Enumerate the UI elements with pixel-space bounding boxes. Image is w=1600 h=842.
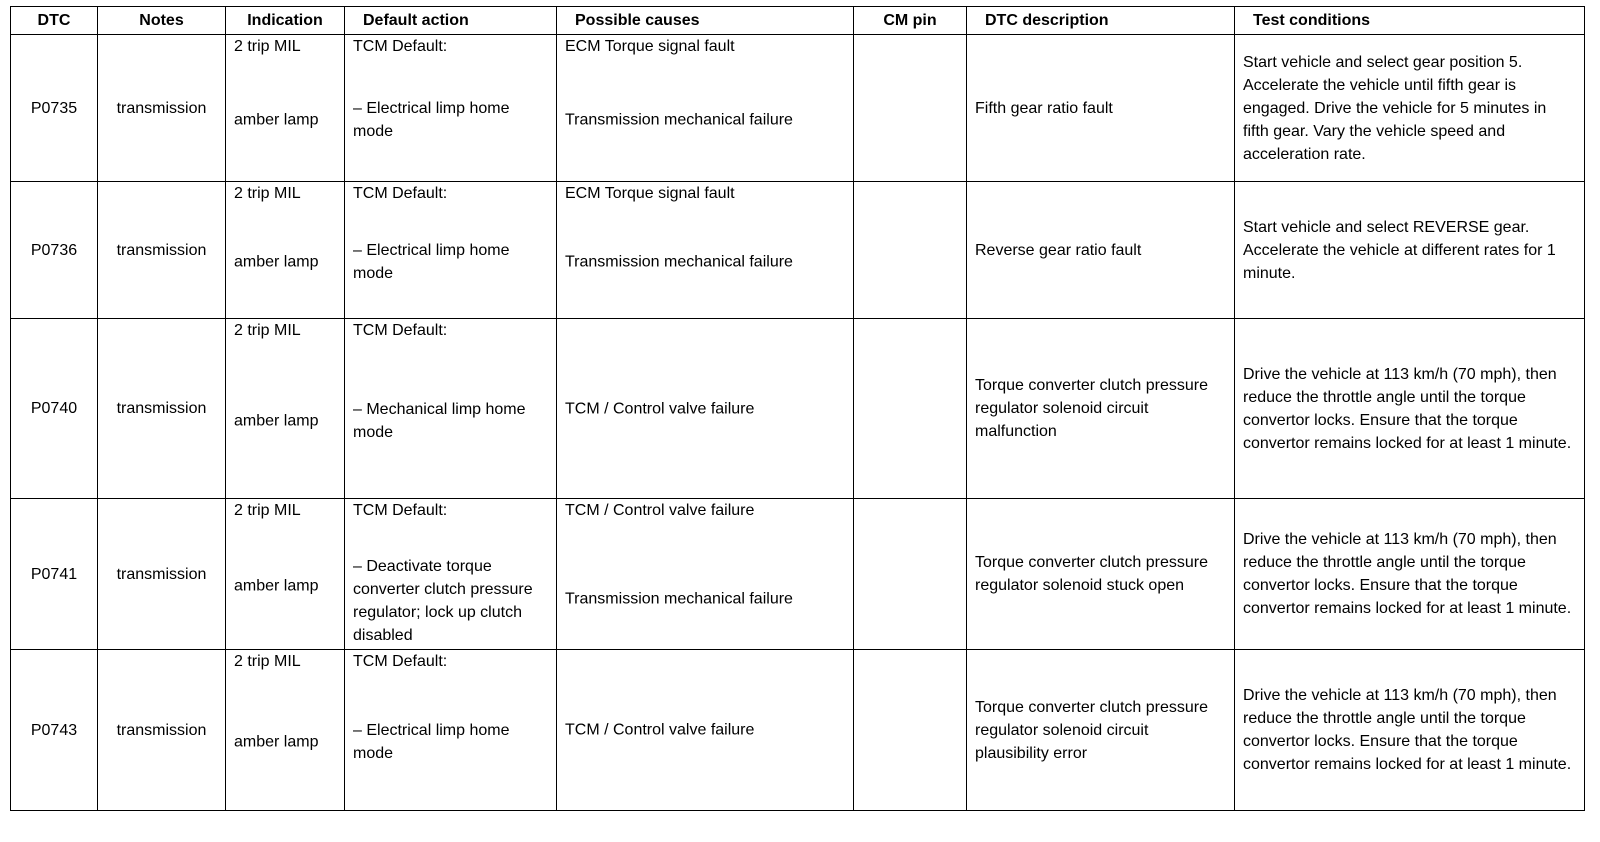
action-bottom: – Electrical limp home mode xyxy=(353,722,510,762)
indication-cell xyxy=(226,499,345,650)
cause-bottom: Transmission mechanical failure xyxy=(565,253,793,271)
dtc-description-cell: Torque converter clutch pressure regulator solenoid stuck open xyxy=(967,499,1235,650)
cause-top: ECM Torque signal fault xyxy=(565,185,735,202)
test-conditions-cell: Start vehicle and select REVERSE gear. Accelerate the vehicle at different rates for 1 minute. xyxy=(1235,182,1585,319)
header-notes: Notes xyxy=(98,7,226,35)
header-dtc-description: DTC description xyxy=(967,7,1235,35)
indication-top: 2 trip MIL xyxy=(234,502,301,519)
notes-cell: transmission xyxy=(98,35,226,182)
indication-bottom: amber lamp xyxy=(234,577,319,595)
notes-cell: transmission xyxy=(98,319,226,499)
action-bottom: – Electrical limp home mode xyxy=(353,100,510,140)
indication-bottom: amber lamp xyxy=(234,111,319,129)
table-row xyxy=(11,650,1585,811)
header-row xyxy=(11,7,1585,35)
possible-causes-cell xyxy=(557,499,854,650)
table-row xyxy=(11,35,1585,182)
dtc-code: P0741 xyxy=(11,499,98,650)
cause-top: TCM / Control valve failure xyxy=(565,502,755,519)
action-top: TCM Default: xyxy=(353,322,448,339)
action-bottom: – Mechanical limp home mode xyxy=(353,400,526,441)
default-action-cell xyxy=(345,182,557,319)
test-conditions-cell: Drive the vehicle at 113 km/h (70 mph), then reduce the throttle angle until the torque convertor locks. Ensure that the torque convertor remains locked for at least 1 minute. xyxy=(1235,650,1585,811)
cm-pin-cell xyxy=(854,650,967,811)
header-indication: Indication xyxy=(226,7,345,35)
possible-causes-cell xyxy=(557,182,854,319)
indication-cell xyxy=(226,35,345,182)
action-top: TCM Default: xyxy=(353,502,448,519)
cm-pin-cell xyxy=(854,35,967,182)
dtc-description-cell: Torque converter clutch pressure regulator solenoid circuit plausibility error xyxy=(967,650,1235,811)
cm-pin-cell xyxy=(854,319,967,499)
dtc-code: P0743 xyxy=(11,650,98,811)
possible-causes-cell xyxy=(557,319,854,499)
possible-causes-cell xyxy=(557,35,854,182)
action-bottom: – Deactivate torque converter clutch pressure regulator; lock up clutch disabled xyxy=(353,558,533,644)
table-row xyxy=(11,319,1585,499)
header-test-conditions: Test conditions xyxy=(1235,7,1585,35)
action-top: TCM Default: xyxy=(353,38,448,55)
indication-top: 2 trip MIL xyxy=(234,185,301,202)
cause-mid: TCM / Control valve failure xyxy=(565,400,755,417)
test-conditions-cell: Start vehicle and select gear position 5. Accelerate the vehicle until fifth gear is engaged. Drive the vehicle for 5 minutes in fifth gear. Vary the vehicle speed and acceleration rate. xyxy=(1235,35,1585,182)
notes-cell: transmission xyxy=(98,650,226,811)
header-cm-pin: CM pin xyxy=(854,7,967,35)
action-bottom: – Electrical limp home mode xyxy=(353,242,510,282)
cause-bottom: Transmission mechanical failure xyxy=(565,590,793,608)
cm-pin-cell xyxy=(854,182,967,319)
cause-mid: TCM / Control valve failure xyxy=(565,721,755,739)
indication-cell xyxy=(226,650,345,811)
table-row xyxy=(11,182,1585,319)
notes-cell: transmission xyxy=(98,499,226,650)
default-action-cell xyxy=(345,499,557,650)
dtc-description-cell: Torque converter clutch pressure regulator solenoid circuit malfunction xyxy=(967,319,1235,499)
header-possible-causes: Possible causes xyxy=(557,7,854,35)
dtc-code: P0736 xyxy=(11,182,98,319)
indication-top: 2 trip MIL xyxy=(234,653,301,670)
cause-bottom: Transmission mechanical failure xyxy=(565,111,793,129)
possible-causes-cell xyxy=(557,650,854,811)
test-conditions-cell: Drive the vehicle at 113 km/h (70 mph), then reduce the throttle angle until the torque convertor locks. Ensure that the torque convertor remains locked for at least 1 minute. xyxy=(1235,499,1585,650)
dtc-code: P0735 xyxy=(11,35,98,182)
cm-pin-cell xyxy=(854,499,967,650)
action-top: TCM Default: xyxy=(353,185,448,202)
indication-cell xyxy=(226,319,345,499)
default-action-cell xyxy=(345,319,557,499)
indication-cell xyxy=(226,182,345,319)
table-row xyxy=(11,499,1585,650)
indication-bottom: amber lamp xyxy=(234,733,319,751)
dtc-description-cell: Reverse gear ratio fault xyxy=(967,182,1235,319)
action-top: TCM Default: xyxy=(353,653,448,670)
indication-top: 2 trip MIL xyxy=(234,322,301,339)
dtc-description-cell: Fifth gear ratio fault xyxy=(967,35,1235,182)
default-action-cell xyxy=(345,35,557,182)
indication-bottom: amber lamp xyxy=(234,412,319,429)
default-action-cell xyxy=(345,650,557,811)
header-default-action: Default action xyxy=(345,7,557,35)
cause-top: ECM Torque signal fault xyxy=(565,38,735,55)
dtc-table xyxy=(10,6,1585,811)
test-conditions-cell: Drive the vehicle at 113 km/h (70 mph), then reduce the throttle angle until the torque convertor locks. Ensure that the torque convertor remains locked for at least 1 minute. xyxy=(1235,319,1585,499)
dtc-code: P0740 xyxy=(11,319,98,499)
header-dtc: DTC xyxy=(11,7,98,35)
indication-top: 2 trip MIL xyxy=(234,38,301,55)
notes-cell: transmission xyxy=(98,182,226,319)
indication-bottom: amber lamp xyxy=(234,253,319,271)
